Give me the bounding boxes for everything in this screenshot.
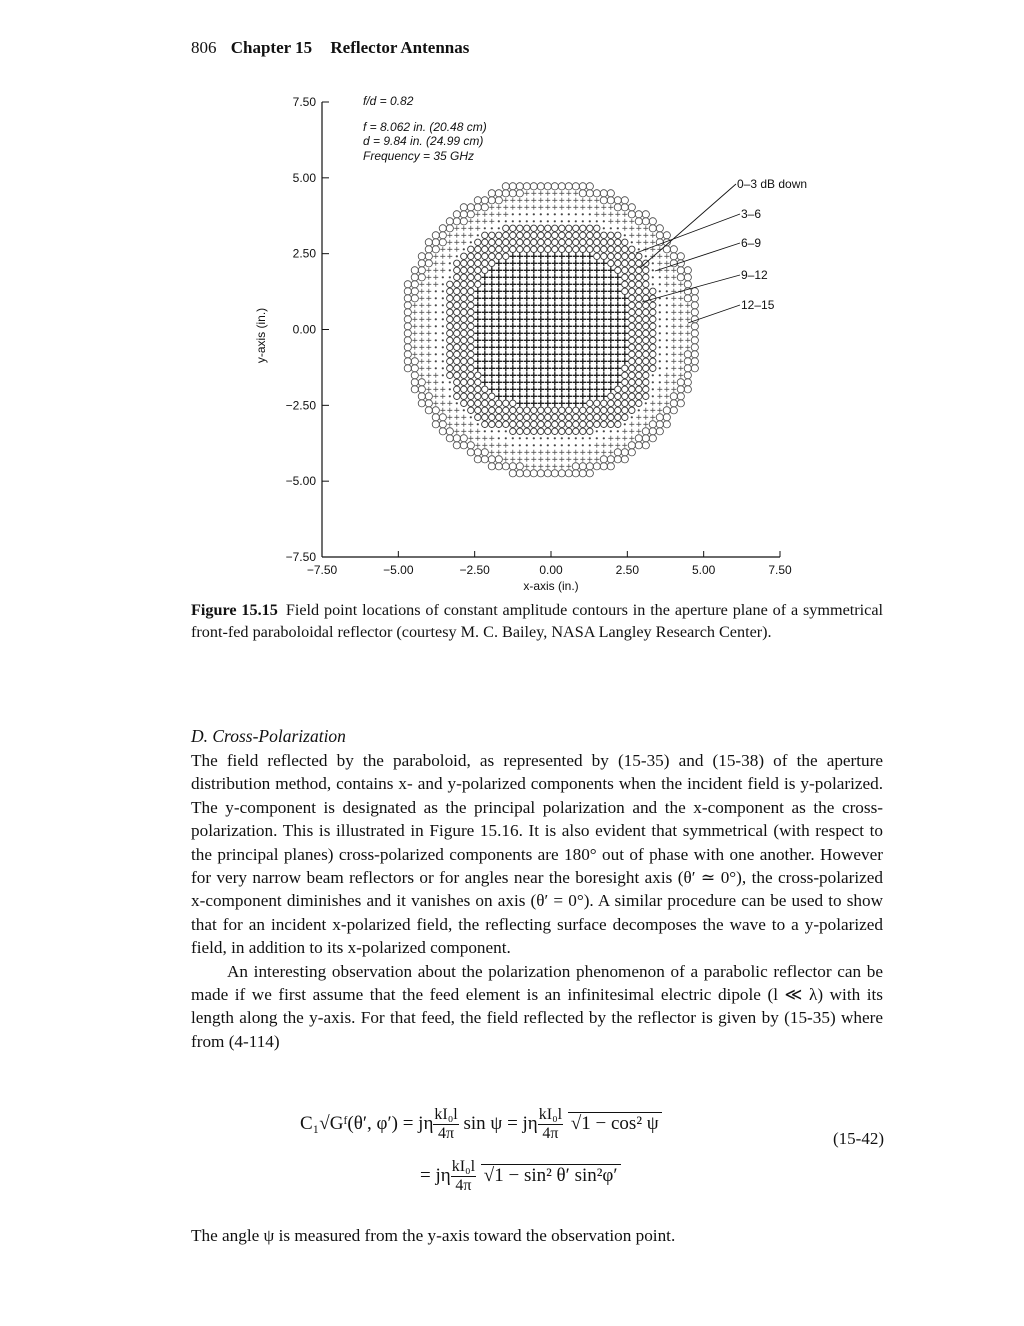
legend-entry: 3–6 [741, 207, 762, 221]
legend-entry: 6–9 [741, 236, 762, 250]
chapter-label: Chapter 15 [230, 38, 313, 57]
legend-leader-line [636, 214, 740, 253]
x-tick-label: 0.00 [539, 563, 563, 577]
chapter-title: Reflector Antennas [330, 38, 470, 57]
paragraph: An interesting observation about the polarization phenomenon of a parabolic reflector can be made if we first assume that the feed element is an infinitesimal electric dipole (l ≪ λ) with its length along the y-axis. For that feed, the field reflected by the reflector is given by (15-35) where from (4-114) [191, 961, 883, 1051]
plot-annotation: f = 8.062 in. (20.48 cm) [363, 120, 487, 134]
plot-annotation: d = 9.84 in. (24.99 cm) [363, 134, 484, 148]
x-tick-label: −5.00 [383, 563, 414, 577]
figure-caption-text: Field point locations of constant amplitude contours in the aperture plane of a symmetrical front-fed paraboloidal reflector (courtesy M. C. Bailey, NASA Langley Research Center). [191, 601, 884, 641]
equation-term: sin ψ = jη [463, 1112, 538, 1134]
equation-fraction [433, 1106, 458, 1143]
y-tick-label: 5.00 [292, 170, 316, 185]
equation-line-1 [300, 1106, 662, 1143]
fraction-numerator: kI₀l [434, 1106, 458, 1123]
x-tick-label: 7.50 [768, 563, 792, 577]
equation-line-2 [420, 1158, 621, 1195]
legend-entry: 12–15 [741, 298, 775, 312]
equation-fraction [538, 1106, 563, 1143]
y-tick-label: 0.00 [292, 322, 316, 337]
body-text [191, 749, 883, 1053]
y-tick-label: −7.50 [285, 550, 316, 564]
equation-sqrt: √1 − sin² θ′ sin²φ′ [481, 1164, 621, 1186]
fraction-denominator: 4π [438, 1125, 455, 1142]
y-tick-label: −5.00 [285, 474, 316, 489]
fraction-denominator: 4π [542, 1125, 559, 1142]
figure-label: Figure 15.15 [191, 601, 278, 619]
y-tick-label: 7.50 [292, 95, 316, 109]
equation-term: = jη [420, 1164, 451, 1186]
figure-caption [191, 600, 883, 643]
x-tick-label: −2.50 [459, 563, 490, 577]
legend-leader-line [655, 243, 740, 271]
x-tick-label: 5.00 [691, 563, 716, 577]
equation-lhs: C₁√Gᶠ(θ′, φ′) [300, 1112, 398, 1134]
equation-number: (15-42) [833, 1129, 884, 1148]
closing-sentence: The angle ψ is measured from the y-axis toward the observation point. [191, 1226, 676, 1245]
fraction-numerator: kI₀l [451, 1158, 476, 1175]
y-tick-label: −2.50 [285, 398, 316, 413]
paragraph: The field reflected by the paraboloid, as represented by (15-35) and (15-38) of the aperture distribution method, contains x- and y-polarized components when the incident field is y-polarized. The y-component is designated as the principal polarization and the x-component as the cross-polarization. This is illustrated in Figure 15.16. It is also evident that symmetrical (with respect to the principal planes) cross-polarized components are 180° out of phase with one another. However for very narrow beam reflectors or for angles near the boresight axis (θ′ ≃ 0°), the cross-polarized x-component diminishes and it vanishes on axis (θ′ = 0°). A similar procedure can be used to show that for an incident x-polarized field, the reflecting surface decomposes the wave to a y-polarized field, in addition to its x-polarized component. [191, 751, 883, 958]
equation-15-42 [300, 1098, 890, 1208]
legend-entry: 9–12 [741, 268, 768, 282]
y-axis-label: y-axis (in.) [254, 307, 268, 364]
legend-entry: 0–3 dB down [737, 177, 808, 191]
x-tick-label: 2.50 [615, 563, 640, 577]
contour-plot [0, 0, 1024, 600]
section-title: D. Cross-Polarization [191, 726, 346, 746]
plot-annotation: Frequency = 35 GHz [363, 149, 475, 163]
y-tick-label: 2.50 [292, 246, 316, 261]
legend-leader-line [688, 305, 740, 323]
field-points [404, 183, 698, 477]
fraction-numerator: kI₀l [538, 1106, 563, 1123]
plot-axes [322, 102, 780, 557]
x-tick-label: −7.50 [306, 563, 338, 577]
legend-leader-line [640, 184, 736, 268]
equation-fraction [451, 1158, 476, 1195]
plot-annotation: f/d = 0.82 [363, 94, 414, 108]
page-number: 806 [191, 38, 217, 57]
equation-term: = jη [402, 1112, 434, 1134]
fraction-denominator: 4π [455, 1177, 472, 1194]
equation-sqrt: √1 − cos² ψ [568, 1112, 662, 1134]
plot-labels [254, 94, 807, 593]
x-axis-label: x-axis (in.) [523, 579, 579, 593]
